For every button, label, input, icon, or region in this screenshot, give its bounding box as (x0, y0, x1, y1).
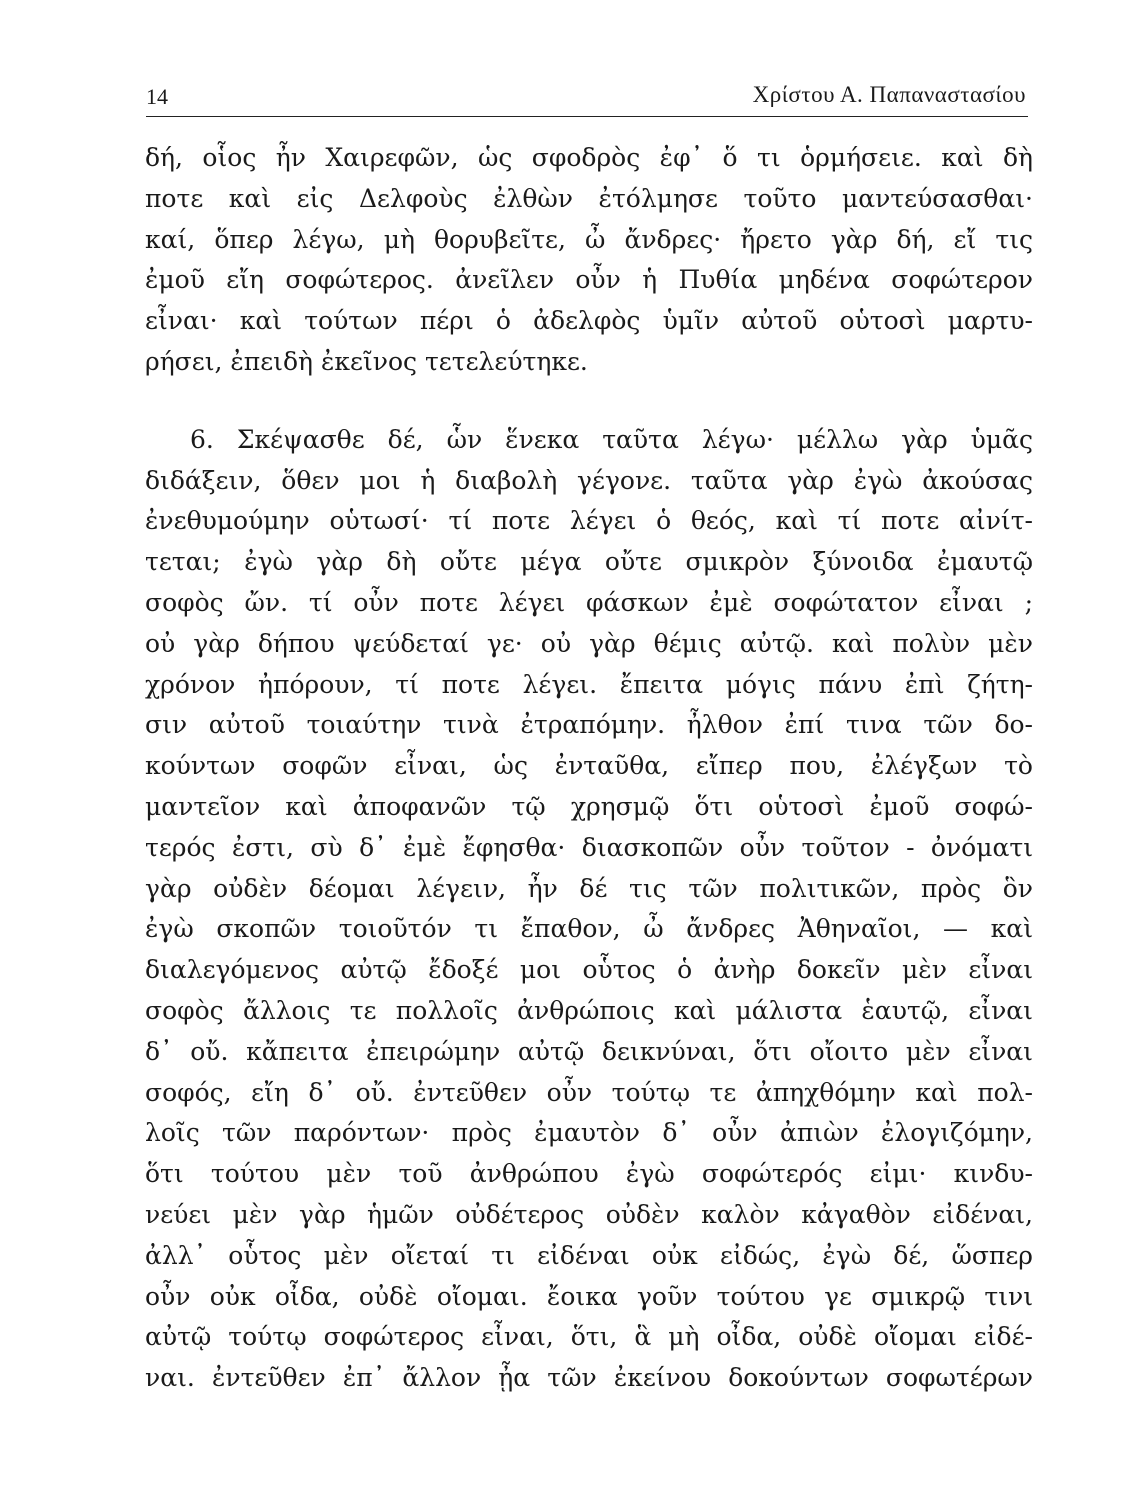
text-line: ἐμοῦ εἴη σοφώτερος. ἀνεῖλεν οὖν ἡ Πυθία μηδένα σοφώτερον (145, 265, 1033, 295)
text-line: 6. Σκέψασθε δέ, ὧν ἕνεκα ταῦτα λέγω· μέλλω γὰρ ὑμᾶς (190, 424, 1033, 454)
paragraph-gap (145, 383, 1033, 420)
text-line: νεύει μὲν γὰρ ἡμῶν οὐδέτερος οὐδὲν καλὸν κἀγαθὸν εἰδέναι, (145, 1199, 1033, 1229)
text-line: τεται; ἐγὼ γὰρ δὴ οὔτε μέγα οὔτε σμικρὸν ξύνοιδα ἐμαυτῷ (145, 547, 1033, 577)
text-line: οὖν οὐκ οἶδα, οὐδὲ οἴομαι. ἔοικα γοῦν τούτου γε σμικρῷ τινι (145, 1281, 1033, 1311)
text-line: ναι. ἐντεῦθεν ἐπ᾽ ἄλλον ᾖα τῶν ἐκείνου δοκούντων σοφωτέρων (145, 1363, 1033, 1393)
text-line: σοφὸς ὤν. τί οὖν ποτε λέγει φάσκων ἐμὲ σοφώτατον εἶναι ; (145, 587, 1033, 617)
text-line: εἶναι· καὶ τούτων πέρι ὁ ἀδελφὸς ὑμῖν αὐτοῦ οὑτοσὶ μαρτυ- (145, 306, 1033, 336)
text-line: ὅτι τούτου μὲν τοῦ ἀνθρώπου ἐγὼ σοφώτερός εἰμι· κινδυ- (145, 1159, 1033, 1189)
text-line: ἐγὼ σκοπῶν τοιοῦτόν τι ἔπαθον, ὦ ἄνδρες Ἀθηναῖοι, — καὶ (145, 914, 1033, 944)
paragraph-2 (145, 420, 1033, 1399)
text-line: οὐ γὰρ δήπου ψεύδεταί γε· οὐ γὰρ θέμις αὐτῷ. καὶ πολὺν μὲν (145, 628, 1033, 658)
text-line: τερός ἐστι, σὺ δ᾽ ἐμὲ ἔφησθα· διασκοπῶν οὖν τοῦτον - ὀνόματι (145, 832, 1033, 862)
text-line: σοφὸς ἄλλοις τε πολλοῖς ἀνθρώποις καὶ μάλιστα ἑαυτῷ, εἶναι (145, 995, 1033, 1025)
text-line: ρήσει, ἐπειδὴ ἐκεῖνος τετελεύτηκε. (145, 346, 588, 376)
text-line: μαντεῖον καὶ ἀποφανῶν τῷ χρησμῷ ὅτι οὑτοσὶ ἐμοῦ σοφώ- (145, 791, 1033, 821)
text-line: κούντων σοφῶν εἶναι, ὡς ἐνταῦθα, εἴπερ που, ἐλέγξων τὸ (145, 751, 1033, 781)
text-line: ἐνεθυμούμην οὑτωσί· τί ποτε λέγει ὁ θεός, καὶ τί ποτε αἰνίτ- (145, 506, 1033, 536)
text-line: διαλεγόμενος αὐτῷ ἔδοξέ μοι οὗτος ὁ ἀνὴρ δοκεῖν μὲν εἶναι (145, 955, 1033, 985)
text-block (145, 138, 1033, 1399)
text-line: καί, ὅπερ λέγω, μὴ θορυβεῖτε, ὦ ἄνδρες· ἤρετο γὰρ δή, εἴ τις (145, 224, 1033, 254)
page-number: 14 (146, 84, 168, 109)
text-line: διδάξειν, ὅθεν μοι ἡ διαβολὴ γέγονε. ταῦτα γὰρ ἐγὼ ἀκούσας (145, 465, 1033, 495)
header-rule (146, 116, 1028, 117)
text-line: ἀλλ᾽ οὗτος μὲν οἴεταί τι εἰδέναι οὐκ εἰδώς, ἐγὼ δέ, ὥσπερ (145, 1240, 1033, 1270)
text-line: σοφός, εἴη δ᾽ οὔ. ἐντεῦθεν οὖν τούτῳ τε ἀπηχθόμην καὶ πολ- (145, 1077, 1033, 1107)
text-line: λοῖς τῶν παρόντων· πρὸς ἐμαυτὸν δ᾽ οὖν ἀπιὼν ἐλογιζόμην, (145, 1118, 1033, 1148)
running-head: Χρίστου Α. Παπαναστασίου (752, 82, 1026, 107)
text-line: δ᾽ οὔ. κἄπειτα ἐπειρώμην αὐτῷ δεικνύναι, ὅτι οἴοιτο μὲν εἶναι (145, 1036, 1033, 1066)
text-line: γὰρ οὐδὲν δέομαι λέγειν, ἦν δέ τις τῶν πολιτικῶν, πρὸς ὃν (145, 873, 1033, 903)
paragraph-1 (145, 138, 1033, 383)
text-line: σιν αὐτοῦ τοιαύτην τινὰ ἐτραπόμην. ἦλθον ἐπί τινα τῶν δο- (145, 710, 1033, 740)
text-line: δή, οἷος ἦν Χαιρεφῶν, ὡς σφοδρὸς ἐφ᾽ ὅ τι ὁρμήσειε. καὶ δὴ (145, 143, 1033, 172)
text-line: αὐτῷ τούτῳ σοφώτερος εἶναι, ὅτι, ἃ μὴ οἶδα, οὐδὲ οἴομαι εἰδέ- (145, 1322, 1033, 1352)
text-line: ποτε καὶ εἰς Δελφοὺς ἐλθὼν ἐτόλμησε τοῦτο μαντεύσασθαι· (145, 183, 1033, 213)
text-line: χρόνον ἠπόρουν, τί ποτε λέγει. ἔπειτα μόγις πάνυ ἐπὶ ζήτη- (145, 669, 1033, 699)
